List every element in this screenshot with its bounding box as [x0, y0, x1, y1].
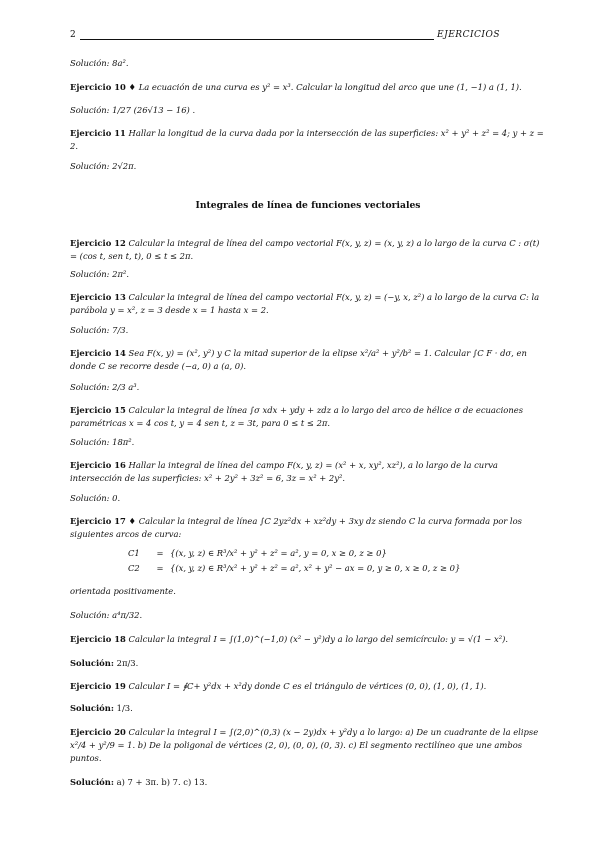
exercise-17-tail: orientada positivamente. [70, 586, 176, 596]
curve-def: {(x, y, z) ∈ R³/x² + y² + z² = a², x² + y² − ax = 0, y ≥ 0, x ≥ 0, z ≥ 0} [170, 563, 461, 573]
exercise-17: Ejercicio 17 ♦ Calcular la integral de línea ∫C 2yz²dx + xz²dy + 3xy dz siendo C la curva formada por los siguientes arcos de curva: [70, 516, 522, 539]
running-title: EJERCICIOS [437, 30, 500, 40]
solution-19: Solución: 1/3. [70, 703, 133, 713]
exercise-10: Ejercicio 10 ♦ La ecuación de una curva es y² = x³. Calcular la longitud del arco que une (1, −1) a (1, 1). [70, 82, 522, 92]
exercise-11: Ejercicio 11 Hallar la longitud de la curva dada por la intersección de las superficies: x² + y² + z² = 4; y + z = 2. [70, 128, 544, 151]
solution-10: Solución: 1/27 (26√13 − 16) . [70, 105, 196, 115]
curve-row: C1 = {(x, y, z) ∈ R³/x² + y² + z² = a², y = 0, x ≥ 0, z ≥ 0} [128, 546, 548, 561]
solution-16: Solución: 0. [70, 493, 121, 503]
exercise-14: Ejercicio 14 Sea F(x, y) = (x², y²) y C la mitad superior de la elipse x²/a² + y²/b² = 1. Calcular ∫C F · dσ, en donde C se recorre desde (−a, 0) a (a, 0). [70, 348, 527, 371]
exercise-12: Ejercicio 12 Calcular la integral de línea del campo vectorial F(x, y, z) = (x, y, z) a lo largo de la curva C : σ(t) = (cos t, sen t, t), 0 ≤ t ≤ 2π. [70, 238, 540, 261]
solution-18: Solución: 2π/3. [70, 658, 139, 668]
solution-20: Solución: a) 7 + 3π. b) 7. c) 13. [70, 777, 208, 787]
solution-12: Solución: 2π². [70, 269, 129, 279]
curve-def: {(x, y, z) ∈ R³/x² + y² + z² = a², y = 0, x ≥ 0, z ≥ 0} [170, 548, 387, 558]
curve-name: C2 [128, 563, 140, 573]
solution-14: Solución: 2/3 a³. [70, 382, 140, 392]
curve-name: C1 [128, 548, 140, 558]
solution-17: Solución: a⁴π/32. [70, 610, 143, 620]
solution-15: Solución: 18π². [70, 437, 135, 447]
exercise-15: Ejercicio 15 Calcular la integral de línea ∫σ xdx + ydy + zdz a lo largo del arco de hélice σ de ecuaciones paramétricas x = 4 cos t, y = 4 sen t, z = 3t, para 0 ≤ t ≤ 2π. [70, 405, 523, 428]
page-number: 2 [70, 30, 76, 40]
exercise-13: Ejercicio 13 Calcular la integral de línea del campo vectorial F(x, y, z) = (−y, x, z²) a lo largo de la curva C: la parábola y = x², z = 3 desde x = 1 hasta x = 2. [70, 292, 540, 315]
exercise-20: Ejercicio 20 Calcular la integral I = ∫(2,0)^(0,3) (x − 2y)dx + y²dy a lo largo: a) De un cuadrante de la elipse x²/4 + y²/9 = 1. b) De la poligonal de vértices (2, 0), (0, 0), (0, 3). c) El segmento rectilíneo que une ambos puntos. [70, 727, 539, 763]
section-title: Integrales de línea de funciones vectoriales [195, 200, 421, 211]
exercise-18: Ejercicio 18 Calcular la integral I = ∫(1,0)^(−1,0) (x² − y²)dy a lo largo del semicírculo: y = √(1 − x²). [70, 634, 509, 644]
page-header [70, 30, 500, 44]
solution-13: Solución: 7/3. [70, 325, 129, 335]
solution-11: Solución: 2√2π. [70, 161, 137, 171]
exercise-16: Ejercicio 16 Hallar la integral de línea del campo F(x, y, z) = (x² + x, xy², xz²), a lo largo de la curva intersección de las superficies: x² + 2y² + 3z² = 6, 3z = x² + 2y². [70, 460, 498, 483]
exercise-19: Ejercicio 19 Calcular I = ∮C+ y²dx + x²dy donde C es el triángulo de vértices (0, 0), (1, 0), (1, 1). [70, 681, 487, 691]
solution-9: Solución: 8a². [70, 58, 129, 68]
curve-definitions [128, 546, 548, 576]
curve-row: C2 = {(x, y, z) ∈ R³/x² + y² + z² = a², x² + y² − ax = 0, y ≥ 0, x ≥ 0, z ≥ 0} [128, 561, 548, 576]
header-rule [80, 39, 434, 40]
